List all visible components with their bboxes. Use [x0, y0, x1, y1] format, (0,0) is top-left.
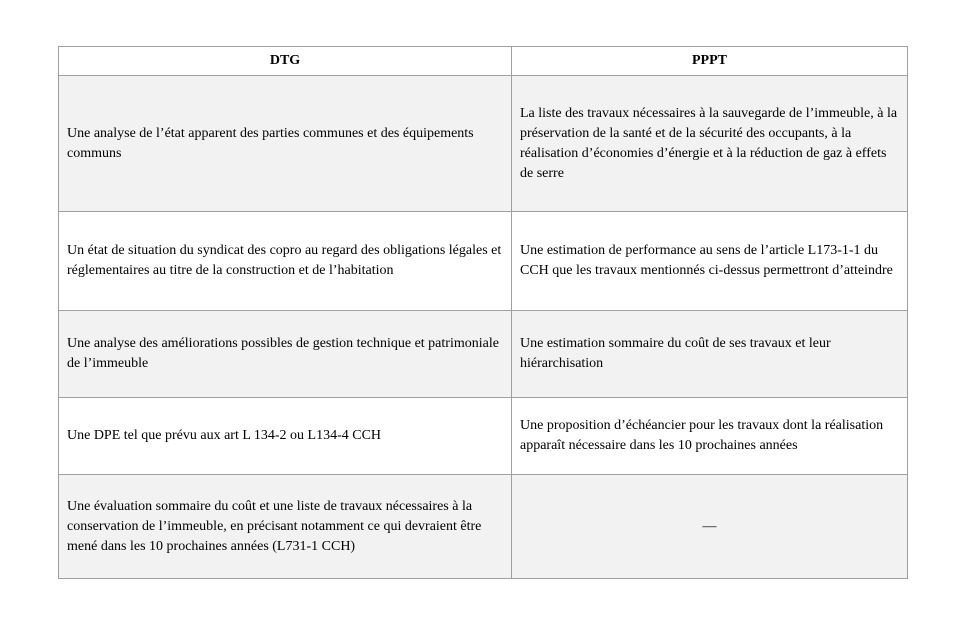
column-header-dtg: DTG: [59, 47, 512, 76]
cell-dtg-dpe: Une DPE tel que prévu aux art L 134-2 ou L134-4 CCH: [59, 398, 512, 475]
column-header-pppt: PPPT: [512, 47, 908, 76]
dtg-pppt-comparison-table: [58, 46, 908, 579]
cell-pppt-liste-travaux: La liste des travaux nécessaires à la sauvegarde de l’immeuble, à la préservation de la santé et de la sécurité des occupants, à la réalisation d’économies d’énergie et à la réduction de gaz à effets de serre: [512, 76, 908, 212]
cell-dtg-analyse-ameliorations: Une analyse des améliorations possibles de gestion technique et patrimoniale de l’immeuble: [59, 311, 512, 398]
table-header-row: [59, 47, 908, 76]
cell-dtg-evaluation-sommaire: Une évaluation sommaire du coût et une liste de travaux nécessaires à la conservation de l’immeuble, en précisant notamment ce qui devraient être mené dans les 10 prochaines années (L731-1 CCH): [59, 475, 512, 579]
table-row: [59, 76, 908, 212]
cell-pppt-estimation-performance: Une estimation de performance au sens de l’article L173-1-1 du CCH que les travaux mentionnés ci-dessus permettront d’atteindre: [512, 212, 908, 311]
cell-pppt-estimation-cout: Une estimation sommaire du coût de ses travaux et leur hiérarchisation: [512, 311, 908, 398]
table-row: [59, 212, 908, 311]
cell-dtg-analyse-etat: Une analyse de l’état apparent des parties communes et des équipements communs: [59, 76, 512, 212]
cell-dtg-etat-situation: Un état de situation du syndicat des copro au regard des obligations légales et réglementaires au titre de la construction et de l’habitation: [59, 212, 512, 311]
table-row: [59, 311, 908, 398]
cell-pppt-proposition-echeancier: Une proposition d’échéancier pour les travaux dont la réalisation apparaît nécessaire dans les 10 prochaines années: [512, 398, 908, 475]
table-row: [59, 475, 908, 579]
table-row: [59, 398, 908, 475]
cell-pppt-empty-dash: —: [512, 475, 908, 579]
